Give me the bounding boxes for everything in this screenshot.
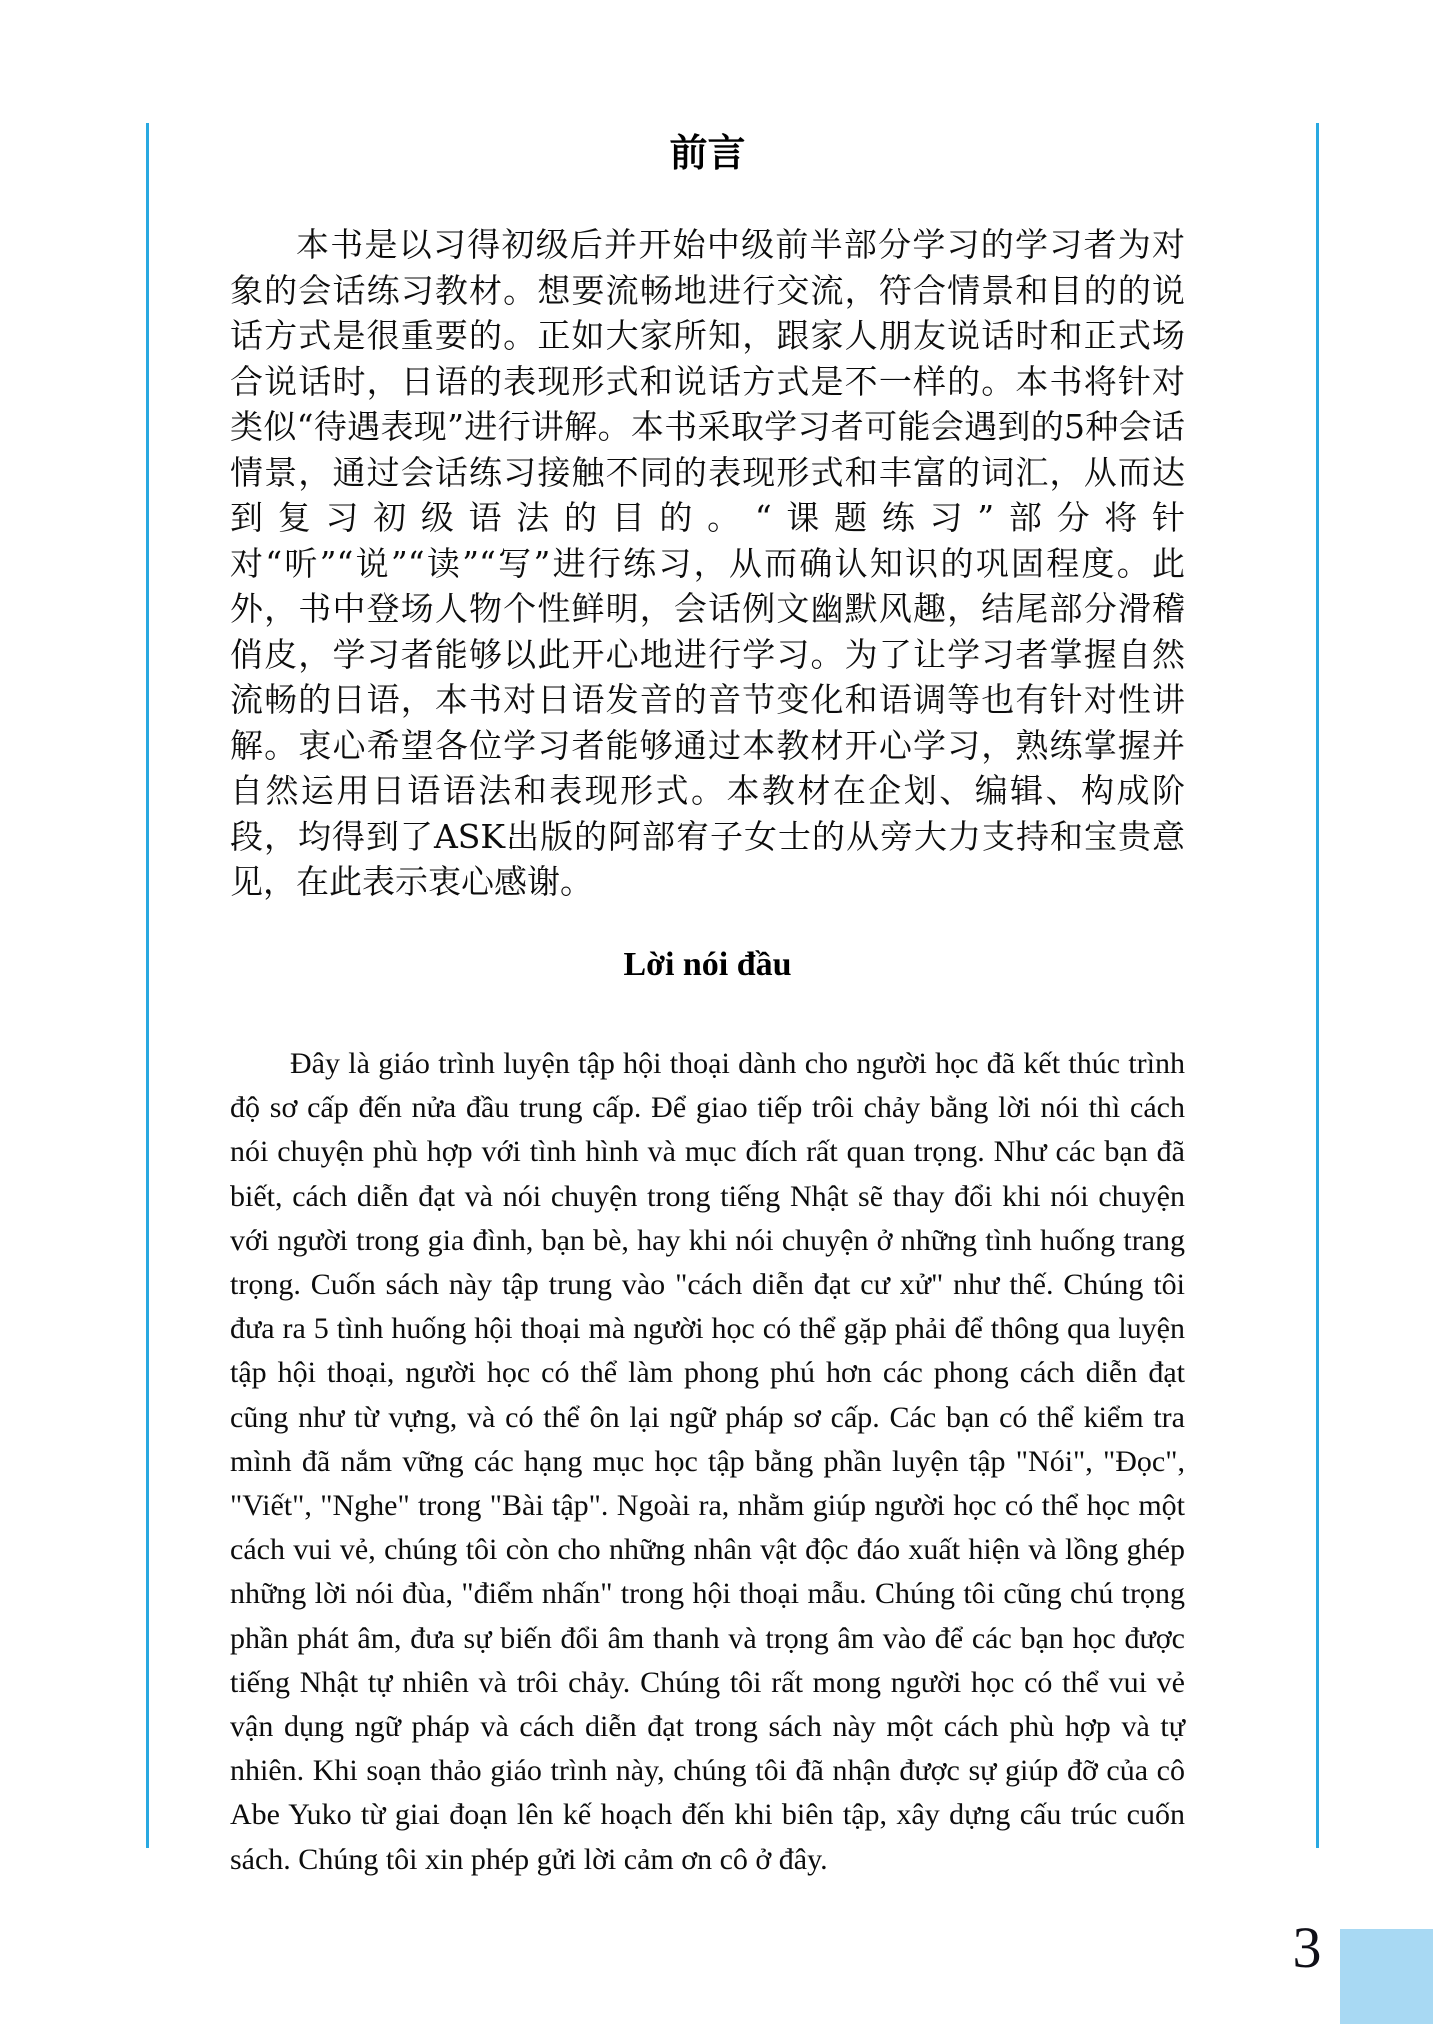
right-accent-rule — [1316, 123, 1319, 1848]
chinese-preface-title: 前言 — [669, 131, 746, 175]
vietnamese-preface-paragraph: Đây là giáo trình luyện tập hội thoại dành cho người học đã kết thúc trình độ sơ cấp đến nửa đầu trung cấp. Để giao tiếp trôi chảy bằng lời nói thì cách nói chuyện phù hợp với tình hình và mục đích rất quan trọng. Như các bạn đã biết, cách diễn đạt và nói chuyện trong tiếng Nhật sẽ thay đổi khi nói chuyện với người trong gia đình, bạn bè, hay khi nói chuyện ở những tình huống trang trọng. Cuốn sách này tập trung vào "cách diễn đạt cư xử" như thế. Chúng tôi đưa ra 5 tình huống hội thoại mà người học có thể gặp phải để thông qua luyện tập hội thoại, người học có thể làm phong phú hơn các phong cách diễn đạt cũng như từ vựng, và có thể ôn lại ngữ pháp sơ cấp. Các bạn có thể kiểm tra mình đã nắm vững các hạng mục học tập bằng phần luyện tập "Nói", "Đọc", "Viết", "Nghe" trong "Bài tập". Ngoài ra, nhằm giúp người học có thể học một cách vui vẻ, chúng tôi còn cho những nhân vật độc đáo xuất hiện và lồng ghép những lời nói đùa, "điểm nhấn" trong hội thoại mẫu. Chúng tôi cũng chú trọng phần phát âm, đưa sự biến đổi âm thanh và trọng âm vào để các bạn học được tiếng Nhật tự nhiên và trôi chảy. Chúng tôi rất mong người học có thể vui vẻ vận dụng ngữ pháp và cách diễn đạt trong sách này một cách phù hợp và tự nhiên. Khi soạn thảo giáo trình này, chúng tôi đã nhận được sự giúp đỡ của cô Abe Yuko từ giai đoạn lên kế hoạch đến khi biên tập, xây dựng cấu trúc cuốn sách. Chúng tôi xin phép gửi lời cảm ơn cô ở đây. — [230, 1047, 1185, 1876]
page-number: 3 — [1292, 1915, 1322, 1980]
chinese-preface-paragraph: 本书是以习得初级后并开始中级前半部分学习的学习者为对象的会话练习教材。想要流畅地进行交流，符合情景和目的的说话方式是很重要的。正如大家所知，跟家人朋友说话时和正式场合说话时，日语的表现形式和说话方式是不一样的。本书将针对类似“待遇表现”进行讲解。本书采取学习者可能会遇到的5种会话情景，通过会话练习接触不同的表现形式和丰富的词汇，从而达到复习初级语法的目的。“课题练习”部分将针对“听”“说”“读”“写”进行练习，从而确认知识的巩固程度。此外，书中登场人物个性鲜明，会话例文幽默风趣，结尾部分滑稽俏皮，学习者能够以此开心地进行学习。为了让学习者掌握自然流畅的日语，本书对日语发音的音节变化和语调等也有针对性讲解。衷心希望各位学习者能够通过本教材开心学习，熟练掌握并自然运用日语语法和表现形式。本教材在企划、编辑、构成阶段，均得到了ASK出版的阿部宥子女士的从旁大力支持和宝贵意见，在此表示衷心感谢。 — [230, 225, 1185, 901]
vietnamese-preface-title: Lời nói đầu — [623, 946, 792, 983]
page-corner-tab — [1340, 1929, 1433, 2024]
left-accent-rule — [146, 123, 149, 1848]
